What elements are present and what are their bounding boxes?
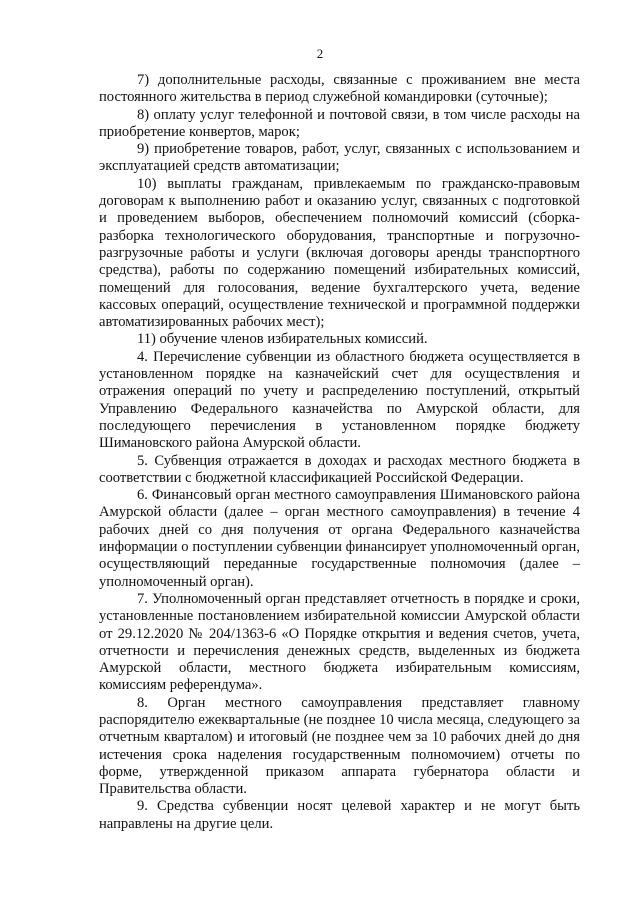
paragraph-section-8: 8. Орган местного самоуправления представляет главному распорядителю ежеквартальные (не позднее 10 числа месяца, следующего за отчетным кварталом) и итоговый (не позднее чем за 10 рабочих дней до дня истечения срока наделения государственным полномочием) отчеты по форме, утвержденной приказом аппарата губернатора области и Правительства области. xyxy=(99,694,580,798)
paragraph-item-11: 11) обучение членов избирательных комиссий. xyxy=(137,331,428,348)
paragraph-item-7: 7) дополнительные расходы, связанные с проживанием вне места постоянного жительства в период служебной командировки (суточные); xyxy=(99,72,580,106)
paragraph-item-10: 10) выплаты гражданам, привлекаемым по гражданско-правовым договорам к выполнению работ и оказанию услуг, связанных с подготовкой и проведением выборов, обеспечением полномочий комиссий (сборка-разборка технологического оборудования, транспортные и погрузочно-разгрузочные работы и услуги (включая договоры аренды транспортного средства), работы по содержанию помещений избирательных комиссий, помещений для голосования, ведение бухгалтерского учета, ведение кассовых операций, осуществление технической и программной поддержки автоматизированных рабочих мест); xyxy=(99,175,580,331)
document-body xyxy=(99,72,580,833)
paragraph-section-5: 5. Субвенция отражается в доходах и расходах местного бюджета в соответствии с бюджетной классификацией Российской Федерации. xyxy=(99,452,580,486)
paragraph-section-6: 6. Финансовый орган местного самоуправления Шимановского района Амурской области (далее – орган местного самоуправления) в течение 4 рабочих дней со дня получения от органа Федерального казначейства информации о поступлении субвенции финансирует уполномоченный орган, осуществляющий переданные государственные полномочия (далее – уполномоченный орган). xyxy=(99,487,580,590)
paragraph-item-9: 9) приобретение товаров, работ, услуг, связанных с использованием и эксплуатацией средств автоматизации; xyxy=(99,141,580,175)
paragraph-section-4: 4. Перечисление субвенции из областного бюджета осуществляется в установленном порядке на казначейский счет для осуществления и отражения операций по учету и распределению поступлений, открытый Управлению Федерального казначейства по Амурской области, для последующего перечисления в установленном порядке бюджету Шимановского района Амурской области. xyxy=(99,348,580,452)
paragraph-item-8: 8) оплату услуг телефонной и почтовой связи, в том числе расходы на приобретение конвертов, марок; xyxy=(99,106,580,140)
paragraph-section-9: 9. Средства субвенции носят целевой характер и не могут быть направлены на другие цели. xyxy=(99,798,580,832)
paragraph-section-7: 7. Уполномоченный орган представляет отчетность в порядке и сроки, установленные постановлением избирательной комиссии Амурской области от 29.12.2020 № 204/1363-6 «О Порядке открытия и ведения счетов, учета, отчетности и перечисления денежных средств, выделенных из бюджета Амурской области, местного бюджета избирательным комиссиям, комиссиям референдума». xyxy=(99,590,580,694)
page-number: 2 xyxy=(316,46,324,61)
